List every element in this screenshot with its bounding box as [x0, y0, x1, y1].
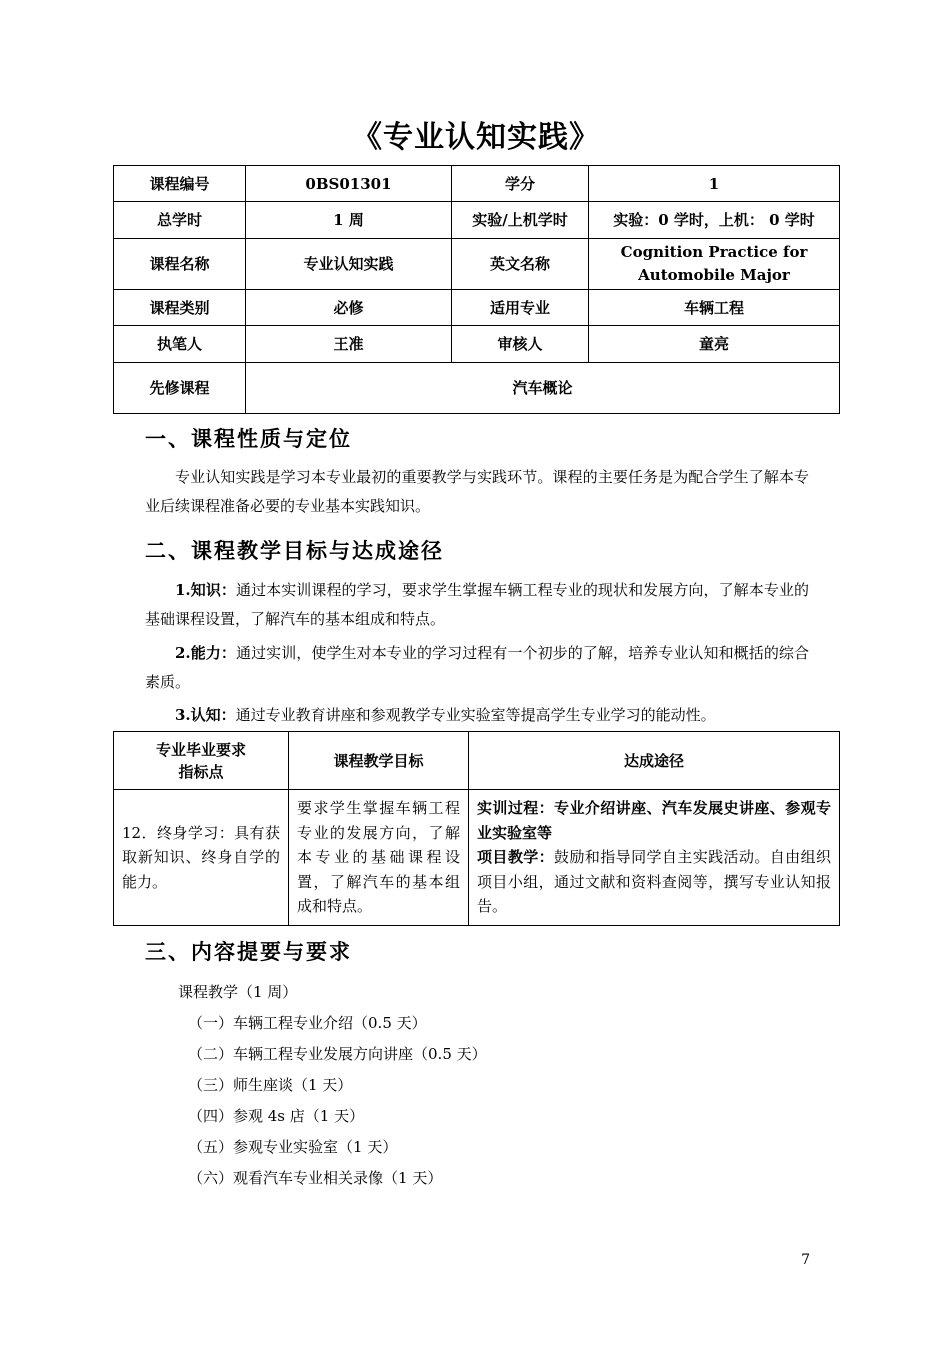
author-label: 执笔人: [114, 326, 246, 363]
lab-hours-value: 实验：0 学时，上机： 0 学时: [589, 202, 840, 239]
section1-paragraph: 专业认知实践是学习本专业最初的重要教学与实践环节。课程的主要任务是为配合学生了解本专业后续课程准备必要的专业基本实践知识。: [145, 468, 809, 515]
author-value: 王准: [246, 326, 452, 363]
ability-text: 通过实训，使学生对本专业的学习过程有一个初步的了解，培养专业认知和概括的综合素质。: [145, 644, 809, 691]
list-item: （一）车辆工程专业介绍（0.5 天）: [188, 1014, 427, 1032]
header-objective: 课程教学目标: [289, 732, 469, 790]
list-item: （四）参观 4s 店（1 天）: [188, 1107, 365, 1125]
table-row: [114, 326, 840, 363]
section2-heading: 二、课程教学目标与达成途径: [145, 538, 444, 563]
goal-table: [113, 731, 840, 926]
indicator-cell: 12．终身学习：具有获取新知识、终身自学的能力。: [114, 790, 289, 926]
course-code-value: 0BS01301: [246, 166, 452, 202]
section3-heading: 三、内容提要与要求: [145, 939, 352, 964]
header-indicator-line1: 专业毕业要求: [155, 740, 246, 759]
course-name-label: 课程名称: [114, 239, 246, 290]
prereq-value: 汽车概论: [246, 363, 840, 414]
list-item: （六）观看汽车专业相关录像（1 天）: [188, 1169, 443, 1187]
page-title: 《专业认知实践》: [352, 120, 600, 155]
header-indicator-line2: 指标点: [178, 762, 224, 781]
table-row: [114, 202, 840, 239]
course-intro: 课程教学（1 周）: [178, 983, 298, 1001]
table-row: [114, 239, 840, 290]
list-item: （三）师生座谈（1 天）: [188, 1076, 353, 1094]
english-name-label: 英文名称: [452, 239, 589, 290]
english-name-line1: Cognition Practice for: [620, 243, 808, 261]
major-value: 车辆工程: [589, 290, 840, 326]
header-indicator: [114, 732, 289, 790]
knowledge-text: 通过本实训课程的学习，要求学生掌握车辆工程专业的现状和发展方向，了解本专业的基础课程设置，了解汽车的基本组成和特点。: [145, 581, 809, 628]
credits-value: 1: [589, 166, 840, 202]
cognition-paragraph: [145, 701, 809, 730]
credits-label: 学分: [452, 166, 589, 202]
page-number: 7: [801, 1252, 810, 1268]
english-name-line2: Automobile Major: [638, 266, 790, 284]
reviewer-label: 审核人: [452, 326, 589, 363]
path-label-1: 实训过程：: [477, 799, 555, 817]
header-path: 达成途径: [469, 732, 840, 790]
course-code-label: 课程编号: [114, 166, 246, 202]
path-cell: [469, 790, 840, 926]
ability-label: 2.能力：: [175, 644, 236, 662]
path-text-1: 专业介绍讲座、汽车发展史讲座、参观专业实验室等: [477, 799, 831, 842]
lab-hours-label: 实验/上机学时: [452, 202, 589, 239]
table-row: [114, 732, 840, 790]
path-text-2: 鼓励和指导同学自主实践活动。自由组织项目小组，通过文献和资料查阅等，撰写专业认知报告。: [477, 848, 831, 915]
list-item: （二）车辆工程专业发展方向讲座（0.5 天）: [188, 1045, 487, 1063]
course-info-table: [113, 165, 840, 414]
english-name-value: [589, 239, 840, 290]
knowledge-paragraph: [145, 576, 809, 634]
reviewer-value: 童亮: [589, 326, 840, 363]
prereq-label: 先修课程: [114, 363, 246, 414]
cognition-text: 通过专业教育讲座和参观教学专业实验室等提高学生专业学习的能动性。: [235, 706, 716, 724]
knowledge-label: 1.知识：: [175, 581, 236, 599]
total-hours-value: 1 周: [246, 202, 452, 239]
cognition-label: 3.认知：: [175, 706, 236, 724]
list-item: （五）参观专业实验室（1 天）: [188, 1138, 398, 1156]
category-label: 课程类别: [114, 290, 246, 326]
section1-heading: 一、课程性质与定位: [145, 426, 352, 451]
table-row: [114, 363, 840, 414]
ability-paragraph: [145, 639, 809, 697]
objective-cell: 要求学生掌握车辆工程专业的发展方向，了解本专业的基础课程设置，了解汽车的基本组成和特点。: [289, 790, 469, 926]
total-hours-label: 总学时: [114, 202, 246, 239]
table-row: [114, 790, 840, 926]
table-row: [114, 166, 840, 202]
major-label: 适用专业: [452, 290, 589, 326]
category-value: 必修: [246, 290, 452, 326]
path-label-2: 项目教学：: [477, 848, 555, 866]
course-name-value: 专业认知实践: [246, 239, 452, 290]
table-row: [114, 290, 840, 326]
